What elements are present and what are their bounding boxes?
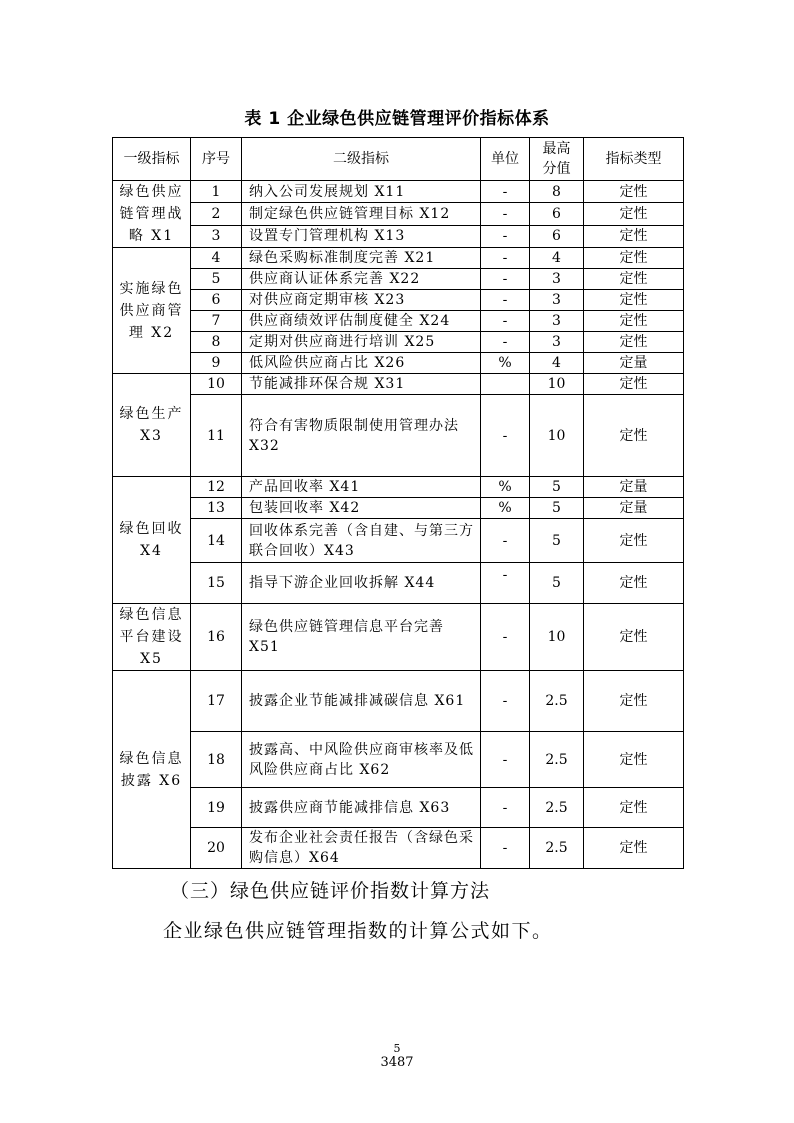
row-type: 定性 — [584, 788, 684, 828]
row-unit: - — [481, 181, 530, 203]
row-name: 披露供应商节能减排信息 X63 — [242, 788, 481, 828]
row-seq: 13 — [191, 498, 242, 519]
table-row — [113, 203, 684, 225]
header-seq: 序号 — [191, 138, 242, 181]
row-type: 定性 — [584, 225, 684, 247]
row-unit: % — [481, 498, 530, 519]
row-type: 定量 — [584, 498, 684, 519]
table-row — [113, 353, 684, 374]
row-name: 披露高、中风险供应商审核率及低风险供应商占比 X62 — [242, 732, 481, 788]
row-score: 6 — [530, 203, 584, 225]
table-row — [113, 395, 684, 477]
row-score: 3 — [530, 311, 584, 332]
row-score: 2.5 — [530, 671, 584, 732]
row-score: 8 — [530, 181, 584, 203]
row-seq: 14 — [191, 519, 242, 563]
row-type: 定性 — [584, 332, 684, 353]
row-score: 10 — [530, 604, 584, 671]
row-seq: 2 — [191, 203, 242, 225]
body-paragraph: 企业绿色供应链管理指数的计算公式如下。 — [163, 920, 553, 942]
table-row — [113, 788, 684, 828]
table-row — [113, 311, 684, 332]
row-name: 低风险供应商占比 X26 — [242, 353, 481, 374]
row-name: 披露企业节能减排减碳信息 X61 — [242, 671, 481, 732]
row-name: 设置专门管理机构 X13 — [242, 225, 481, 247]
row-name: 定期对供应商进行培训 X25 — [242, 332, 481, 353]
table-row — [113, 563, 684, 604]
indicator-table — [112, 137, 684, 869]
group-x4: 绿色回收 X4 — [113, 477, 191, 604]
row-type: 定性 — [584, 519, 684, 563]
row-seq: 3 — [191, 225, 242, 247]
row-name: 对供应商定期审核 X23 — [242, 290, 481, 311]
row-unit: - — [481, 671, 530, 732]
row-name: 产品回收率 X41 — [242, 477, 481, 498]
table-row — [113, 332, 684, 353]
header-max-score — [530, 138, 584, 181]
row-score: 5 — [530, 563, 584, 604]
row-name: 发布企业社会责任报告（含绿色采购信息）X64 — [242, 828, 481, 869]
row-type: 定性 — [584, 248, 684, 269]
row-unit: - — [481, 248, 530, 269]
row-unit: - — [481, 563, 530, 604]
row-type: 定性 — [584, 828, 684, 869]
row-score: 3 — [530, 269, 584, 290]
row-name: 回收体系完善（含自建、与第三方联合回收）X43 — [242, 519, 481, 563]
table-row — [113, 519, 684, 563]
header-max-line2: 分值 — [542, 161, 571, 177]
row-type: 定性 — [584, 181, 684, 203]
row-type: 定性 — [584, 269, 684, 290]
row-unit: - — [481, 269, 530, 290]
table-row — [113, 604, 684, 671]
row-unit: - — [481, 311, 530, 332]
header-level2: 二级指标 — [242, 138, 481, 181]
table-row — [113, 498, 684, 519]
row-type: 定性 — [584, 290, 684, 311]
row-name: 符合有害物质限制使用管理办法 X32 — [242, 395, 481, 477]
row-seq: 16 — [191, 604, 242, 671]
row-name: 指导下游企业回收拆解 X44 — [242, 563, 481, 604]
row-score: 3 — [530, 290, 584, 311]
row-seq: 19 — [191, 788, 242, 828]
row-name: 节能减排环保合规 X31 — [242, 374, 481, 395]
row-name: 制定绿色供应链管理目标 X12 — [242, 203, 481, 225]
row-unit: - — [481, 332, 530, 353]
row-type: 定量 — [584, 353, 684, 374]
header-max-line1: 最高 — [542, 141, 571, 157]
row-type: 定性 — [584, 732, 684, 788]
table-row — [113, 828, 684, 869]
row-type: 定性 — [584, 604, 684, 671]
section-heading: （三）绿色供应链评价指数计算方法 — [170, 880, 491, 902]
page-number: 5 — [393, 1042, 401, 1055]
row-score: 4 — [530, 353, 584, 374]
table-row — [113, 181, 684, 203]
row-seq: 9 — [191, 353, 242, 374]
row-seq: 4 — [191, 248, 242, 269]
row-unit: - — [481, 290, 530, 311]
header-level1: 一级指标 — [113, 138, 191, 181]
row-unit: - — [481, 395, 530, 477]
row-name: 供应商认证体系完善 X22 — [242, 269, 481, 290]
row-name: 绿色供应链管理信息平台完善 X51 — [242, 604, 481, 671]
page-code: 3487 — [380, 1055, 414, 1070]
row-seq: 17 — [191, 671, 242, 732]
group-x5: 绿色信息平台建设 X5 — [113, 604, 191, 671]
row-seq: 8 — [191, 332, 242, 353]
group-x3: 绿色生产 X3 — [113, 374, 191, 477]
row-seq: 15 — [191, 563, 242, 604]
row-score: 10 — [530, 395, 584, 477]
header-unit: 单位 — [481, 138, 530, 181]
row-seq: 1 — [191, 181, 242, 203]
row-seq: 6 — [191, 290, 242, 311]
row-name: 绿色采购标准制度完善 X21 — [242, 248, 481, 269]
row-unit: - — [481, 788, 530, 828]
row-seq: 20 — [191, 828, 242, 869]
group-x6: 绿色信息披露 X6 — [113, 671, 191, 869]
row-score: 5 — [530, 498, 584, 519]
row-seq: 5 — [191, 269, 242, 290]
row-type: 定性 — [584, 203, 684, 225]
row-type: 定性 — [584, 563, 684, 604]
row-name: 包装回收率 X42 — [242, 498, 481, 519]
header-type: 指标类型 — [584, 138, 684, 181]
row-unit: - — [481, 519, 530, 563]
table-caption: 表 1 企业绿色供应链管理评价指标体系 — [244, 109, 550, 129]
row-seq: 12 — [191, 477, 242, 498]
row-seq: 18 — [191, 732, 242, 788]
row-seq: 11 — [191, 395, 242, 477]
row-unit: % — [481, 353, 530, 374]
table-row — [113, 248, 684, 269]
row-score: 5 — [530, 477, 584, 498]
table-header-row — [113, 138, 684, 181]
table-row — [113, 290, 684, 311]
row-name: 供应商绩效评估制度健全 X24 — [242, 311, 481, 332]
row-unit — [481, 374, 530, 395]
table-row — [113, 225, 684, 247]
table-row — [113, 374, 684, 395]
row-seq: 7 — [191, 311, 242, 332]
row-unit: - — [481, 225, 530, 247]
row-score: 2.5 — [530, 788, 584, 828]
row-type: 定量 — [584, 477, 684, 498]
row-score: 10 — [530, 374, 584, 395]
row-score: 5 — [530, 519, 584, 563]
row-unit: - — [481, 203, 530, 225]
row-type: 定性 — [584, 395, 684, 477]
table-row — [113, 732, 684, 788]
row-type: 定性 — [584, 311, 684, 332]
table-row — [113, 671, 684, 732]
row-unit: - — [481, 828, 530, 869]
row-score: 3 — [530, 332, 584, 353]
row-seq: 10 — [191, 374, 242, 395]
table-row — [113, 477, 684, 498]
row-type: 定性 — [584, 671, 684, 732]
row-score: 6 — [530, 225, 584, 247]
row-score: 2.5 — [530, 828, 584, 869]
table-row — [113, 269, 684, 290]
row-unit: - — [481, 732, 530, 788]
row-score: 4 — [530, 248, 584, 269]
row-type: 定性 — [584, 374, 684, 395]
row-unit: % — [481, 477, 530, 498]
group-x1: 绿色供应链管理战略 X1 — [113, 181, 191, 248]
row-name: 纳入公司发展规划 X11 — [242, 181, 481, 203]
group-x2: 实施绿色供应商管理 X2 — [113, 248, 191, 374]
row-unit: - — [481, 604, 530, 671]
row-score: 2.5 — [530, 732, 584, 788]
